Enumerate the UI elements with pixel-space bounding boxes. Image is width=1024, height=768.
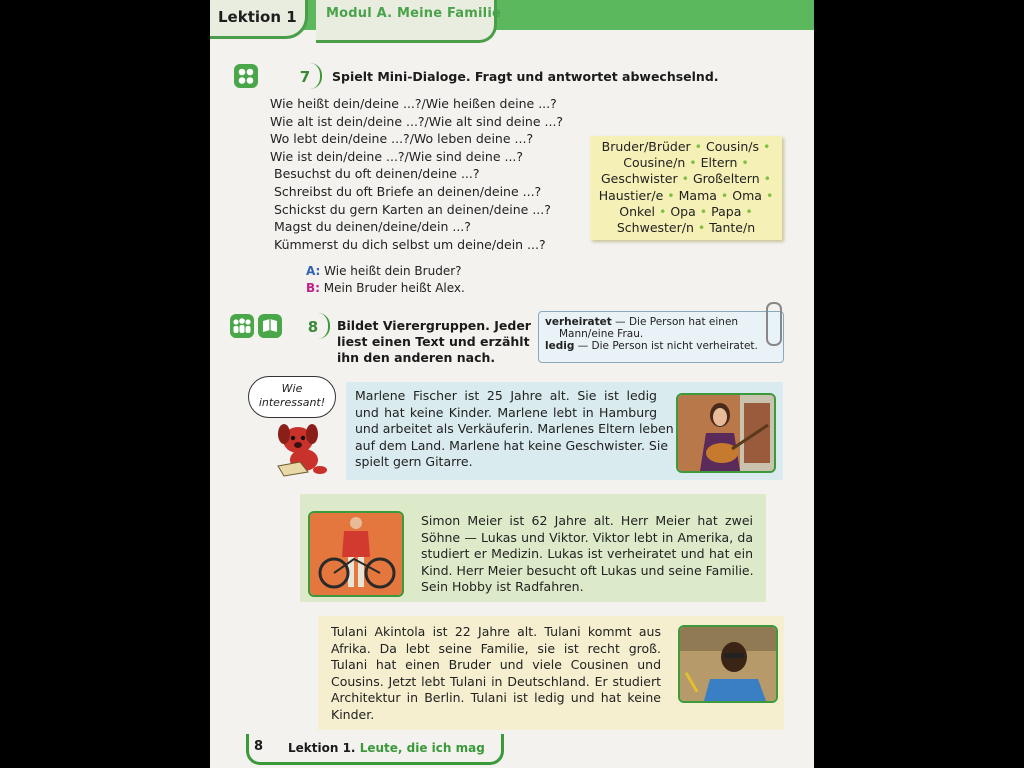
vocab-word: Opa xyxy=(670,203,696,219)
group-work-icon xyxy=(230,314,254,338)
question-line: Wo lebt dein/deine ...?/Wo leben deine ...? xyxy=(270,131,534,147)
photo-marlene xyxy=(676,393,776,473)
vocab-word: Haustier/e xyxy=(598,187,664,203)
footer-title xyxy=(288,741,485,755)
text-card-simon xyxy=(300,494,766,602)
card-text-line: Simon Meier ist 62 Jahre alt. Herr Meier hat zwei xyxy=(421,513,753,528)
question-line: Wie ist dein/deine ...?/Wie sind deine ...? xyxy=(270,148,524,164)
card-text-line: Afrika. Da lebt seine Familie, sie ist recht groß. xyxy=(331,640,661,656)
question-line: Besuchst du oft deinen/deine ...? xyxy=(274,166,480,182)
bullet-icon: • xyxy=(741,155,749,171)
bubble-text: Wie xyxy=(281,382,303,395)
definition-text: — Die Person hat einen xyxy=(611,316,739,328)
card-text-line: auf dem Land. Marlene hat keine Geschwister. Sie xyxy=(355,437,669,453)
footer-chapter-title: Leute, die ich mag xyxy=(359,741,485,755)
photo-tulani xyxy=(678,625,778,703)
card-text-line: Sein Hobby ist Radfahren. xyxy=(421,579,584,594)
vocab-row xyxy=(590,188,782,204)
speaker-a-label: A: xyxy=(306,264,321,278)
bullet-icon: • xyxy=(765,187,774,203)
modul-label: Modul A. Meine Familie xyxy=(326,6,502,21)
card-text-line: Kind. Herr Meier besucht oft Lukas und seine Familie. xyxy=(421,562,754,578)
vocab-word: Cousine/n xyxy=(623,155,686,171)
question-line: Wie heißt dein/deine ...?/Wie heißen deine ...? xyxy=(270,96,557,111)
bullet-icon: • xyxy=(720,187,733,203)
question-line: Magst du deinen/deine/dein ...? xyxy=(274,219,471,235)
instruction-line: Bildet Vierergruppen. Jeder xyxy=(337,318,531,333)
question-line: Wie alt ist dein/deine ...?/Wie alt sind deine ...? xyxy=(270,113,564,129)
bullet-icon: • xyxy=(745,203,753,219)
definition-line xyxy=(545,316,777,328)
text-card-tulani xyxy=(318,616,784,730)
speaker-b-text: Mein Bruder heißt Alex. xyxy=(323,281,465,295)
definition-line xyxy=(545,340,777,352)
textbook-page xyxy=(210,0,814,768)
bubble-text: interessant! xyxy=(258,396,326,409)
card-text-line: und arbeitet als Verkäuferin. Marlenes Eltern leben xyxy=(355,421,674,436)
card-text-line: Marlene Fischer ist 25 Jahre alt. Sie ist ledig xyxy=(355,388,657,403)
paperclip-icon xyxy=(766,302,782,346)
vocab-word: Großeltern xyxy=(692,171,760,187)
term-ledig: ledig xyxy=(545,340,575,352)
exercise-8-instruction xyxy=(337,318,531,366)
vocab-word: Cousin/s xyxy=(706,139,759,154)
card-text-line: spielt gern Gitarre. xyxy=(355,454,473,469)
bullet-icon: • xyxy=(697,219,710,235)
vocab-word: Mama xyxy=(678,187,717,203)
dialog-line-a xyxy=(306,264,462,278)
vocab-row xyxy=(590,204,782,220)
vocabulary-box xyxy=(590,136,782,240)
card-text-line: Kinder. xyxy=(331,706,375,722)
vocab-word: Geschwister xyxy=(601,171,678,187)
lektion-label: Lektion 1 xyxy=(218,8,297,26)
exercise-7-instruction: Spielt Mini-Dialoge. Fragt und antwortet abwechselnd. xyxy=(332,69,719,84)
vocab-word: Onkel xyxy=(619,203,655,219)
bullet-icon: • xyxy=(763,171,771,187)
exercise-7-number: 7 xyxy=(299,68,311,86)
vocab-row xyxy=(590,155,782,171)
card-text-line: studiert er Medizin. Lukas ist verheiratet und hat ein xyxy=(421,546,753,561)
bullet-icon: • xyxy=(699,203,712,219)
vocab-word: Papa xyxy=(711,203,742,219)
speaker-b-label: B: xyxy=(306,281,320,295)
question-list xyxy=(270,96,563,254)
vocab-row xyxy=(590,220,782,236)
text-card-marlene xyxy=(346,382,783,480)
book-reading-icon xyxy=(258,314,282,338)
bullet-icon: • xyxy=(694,139,707,154)
exercise-8-number: 8 xyxy=(307,318,319,336)
bullet-icon: • xyxy=(658,203,671,219)
vocab-word: Eltern xyxy=(700,155,738,171)
bullet-icon: • xyxy=(689,155,701,171)
instruction-line: ihn den anderen nach. xyxy=(337,350,496,365)
card-text-line: Architektur in Berlin. Tulani ist ledig und hat keine xyxy=(331,690,661,705)
question-line: Kümmerst du dich selbst um deine/dein ...? xyxy=(274,236,546,252)
definition-note xyxy=(538,311,784,363)
exercise-7-brace xyxy=(308,63,322,89)
bullet-icon: • xyxy=(762,139,771,154)
photo-simon xyxy=(308,511,404,597)
card-text-line: Tulani Akintola ist 22 Jahre alt. Tulani kommt aus xyxy=(331,624,661,639)
card-text-line: Cousins. Jetzt lebt Tulani in Deutschland. Er studiert xyxy=(331,673,661,689)
reading-dog-icon xyxy=(270,416,330,478)
card-text-line: und hat keine Kinder. Marlene lebt in Hamburg xyxy=(355,404,657,420)
page-number: 8 xyxy=(254,739,264,754)
vocab-row xyxy=(590,139,782,155)
exercise-8-brace xyxy=(316,313,330,339)
vocab-word: Bruder/Brüder xyxy=(601,139,691,154)
definition-text: Mann/eine Frau. xyxy=(559,328,644,340)
card-text-line: Söhne — Lukas und Viktor. Viktor lebt in Amerika, da xyxy=(421,529,753,545)
card-text-line: Tulani hat einen Bruder und viele Cousinen und xyxy=(331,657,661,672)
speech-bubble xyxy=(248,376,336,418)
definition-text: — Die Person ist nicht verheiratet. xyxy=(574,340,758,352)
vocab-word: Oma xyxy=(732,187,762,203)
vocab-row xyxy=(590,171,782,187)
dialog-line-b xyxy=(306,281,465,295)
bullet-icon: • xyxy=(681,171,693,187)
vocab-word: Tante/n xyxy=(709,219,756,235)
term-verheiratet: verheiratet xyxy=(545,316,612,328)
speaker-a-text: Wie heißt dein Bruder? xyxy=(324,264,462,278)
instruction-line: liest einen Text und erzählt xyxy=(337,334,530,349)
bullet-icon: • xyxy=(667,187,679,203)
vocab-word: Schwester/n xyxy=(616,219,694,235)
question-line: Schreibst du oft Briefe an deinen/deine ...? xyxy=(274,183,542,199)
footer-lektion: Lektion 1. xyxy=(288,741,356,755)
pair-work-icon xyxy=(234,64,258,88)
question-line: Schickst du gern Karten an deinen/deine ...? xyxy=(274,201,551,217)
